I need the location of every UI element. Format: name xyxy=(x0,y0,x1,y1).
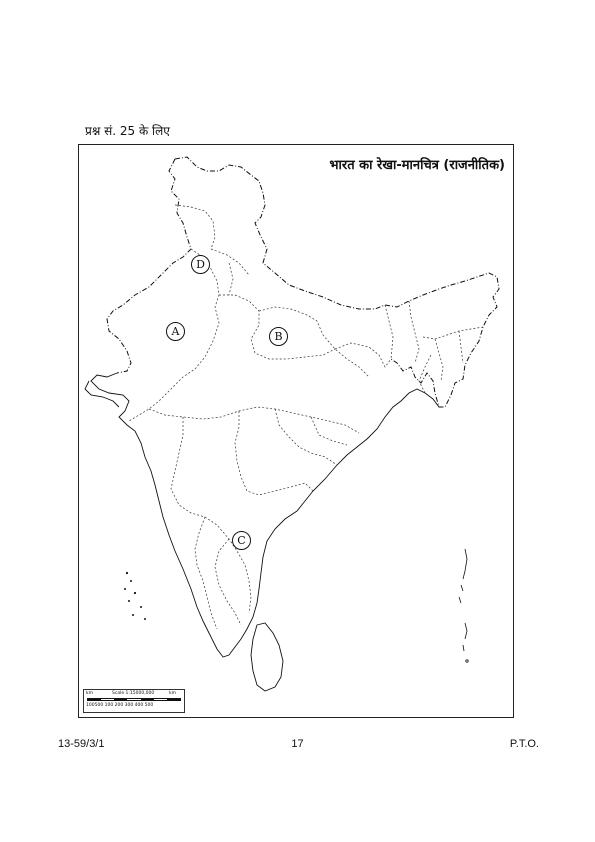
pto-label: P.T.O. xyxy=(509,738,539,750)
scale-box xyxy=(83,689,185,713)
map-title: भारत का रेखा-मानचित्र (राजनीतिक) xyxy=(329,158,505,173)
sri-lanka-outline xyxy=(251,623,283,691)
map-frame xyxy=(78,144,514,718)
scale-bar xyxy=(87,698,181,701)
question-label: प्रश्न सं. 25 के लिए xyxy=(85,124,170,138)
marker-d: D xyxy=(191,255,210,274)
india-political-outline-map xyxy=(79,145,515,719)
scale-text: Scale 1:15000,000 xyxy=(112,691,155,696)
page-number: 17 xyxy=(291,738,304,750)
scale-km-left: km xyxy=(86,691,93,696)
national-boundary xyxy=(175,157,499,407)
coastline-west xyxy=(91,373,241,657)
lakshadweep-islands xyxy=(124,572,146,620)
footer-code: 13-59/3/1 xyxy=(58,738,105,750)
scale-ticks: 100500 100 200 300 400 500 xyxy=(86,703,154,708)
coastline-east xyxy=(241,389,439,639)
state-boundaries xyxy=(129,205,483,629)
andaman-nicobar-islands xyxy=(459,549,468,662)
scale-km-right: km xyxy=(169,691,176,696)
marker-b: B xyxy=(269,327,288,346)
marker-c: C xyxy=(232,531,251,550)
marker-a: A xyxy=(166,322,185,341)
national-boundary-north xyxy=(107,159,191,373)
